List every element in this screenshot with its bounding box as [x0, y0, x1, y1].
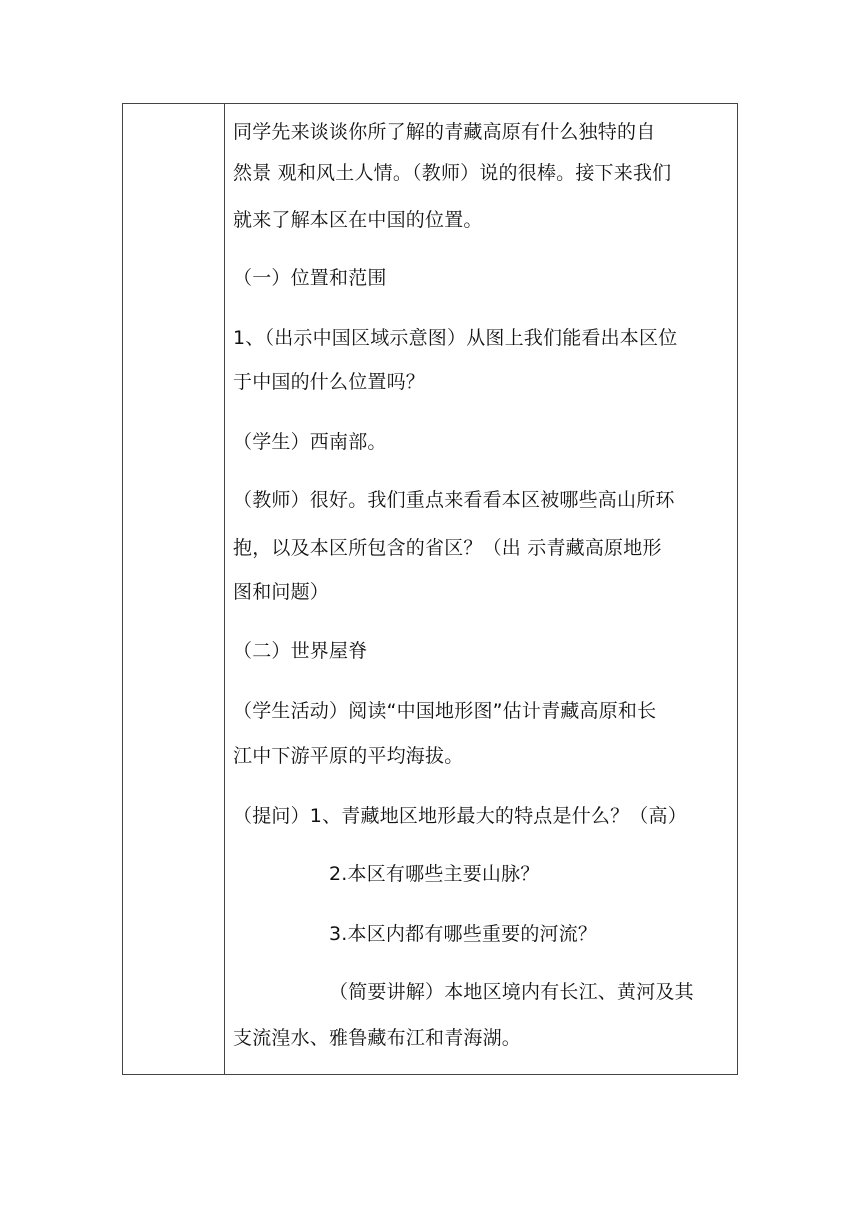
section-heading: （一）位置和范围	[233, 267, 387, 289]
text-line: 支流湟水、雅鲁藏布江和青海湖。	[233, 1027, 522, 1049]
text-line: 抱，以及本区所包含的省区？（出 示青藏高原地形	[233, 537, 662, 559]
lesson-table	[122, 103, 738, 1075]
text-line: 江中下游平原的平均海拔。	[233, 745, 464, 767]
text-line: 然景 观和风土人情。（教师）说的很棒。接下来我们	[233, 162, 672, 184]
text-line: 3.本区内都有哪些重要的河流？	[329, 923, 598, 945]
text-line: 同学先来谈谈你所了解的青藏高原有什么独特的自	[233, 121, 656, 143]
text-line: （提问）1、青藏地区地形最大的特点是什么？（高）	[233, 805, 687, 827]
text-line: 图和问题）	[233, 581, 330, 603]
text-line: 1、（出示中国区域示意图）从图上我们能看出本区位	[233, 327, 678, 349]
text-line: 于中国的什么位置吗？	[233, 371, 426, 393]
text-line: （简要讲解）本地区境内有长江、黄河及其	[329, 981, 694, 1003]
text-line: （学生活动）阅读“中国地形图”估计青藏高原和长	[233, 700, 657, 722]
text-line: （学生）西南部。	[233, 431, 387, 453]
text-line: （教师）很好。我们重点来看看本区被哪些高山所环	[233, 489, 675, 511]
table-left-column	[123, 104, 225, 1074]
text-line: 2.本区有哪些主要山脉？	[329, 863, 540, 885]
section-heading: （二）世界屋脊	[233, 640, 368, 662]
table-content-cell	[225, 104, 737, 1074]
text-line: 就来了解本区在中国的位置。	[233, 209, 483, 231]
